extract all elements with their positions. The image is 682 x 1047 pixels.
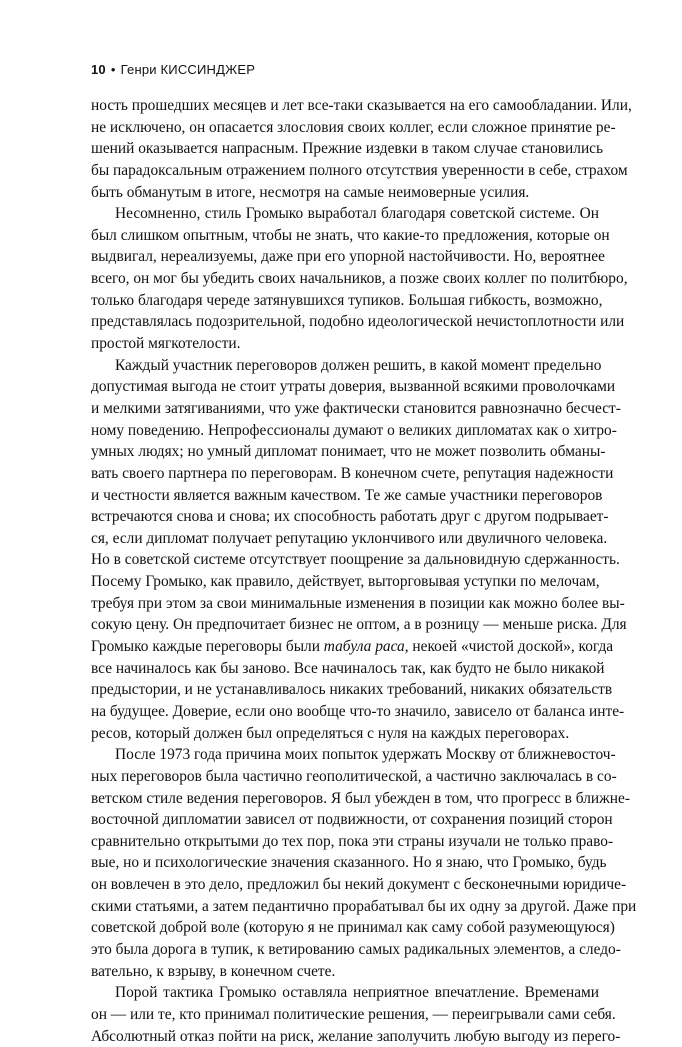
text-line: Порой тактика Громыко оставляла неприятное впечатление. Временами [115,984,599,1002]
text-line: Абсолютный отказ пойти на риск, желание заполучить любую выгоду из перего- [91,1027,621,1045]
text-line: ресов, который должен был определяться с нуля на каждых переговорах. [91,724,570,742]
text-line: только благодаря череде затянувшихся тупиков. Большая гибкость, возможно, [91,291,603,309]
text-line: После 1973 года причина моих попыток удержать Москву от ближневосточ- [115,746,616,764]
text-line: представлялась подозрительной, подобно идеологической нечистоплотности или [91,313,625,331]
text-line: и мелкими затягиваниями, что уже фактически становится равнозначно бесчест- [91,399,621,417]
text-line: и честности является важным качеством. Те же самые участники переговоров [91,486,603,504]
text-line: бы парадоксальным отражением полного отсутствия уверенности в себе, страхом [91,161,628,179]
text-line: ных переговоров была частично геополитической, а частично заключалась в со- [91,767,617,785]
text-line: быть обманутым в итоге, несмотря на самые неимоверные усилия. [91,183,530,201]
text-line: на будущее. Доверие, если оно вообще что-то значило, зависело от баланса инте- [91,702,625,720]
text-line-segment: Громыко каждые переговоры были [91,638,324,656]
text-line: вательно, к взрыву, в конечном счете. [91,962,336,980]
text-line: вые, но и психологические значения сказанного. Но я знаю, что Громыко, будь [91,854,607,872]
running-title: Генри КИССИНДЖЕР [120,62,256,77]
text-line: сокую цену. Он предпочитает бизнес не оптом, а в розницу — меньше риска. Для [91,616,627,634]
text-line: был слишком опытным, чтобы не знать, что какие-то предложения, которые он [91,226,610,244]
text-line: Но в советской системе отсутствует поощрение за дальновидную сдержанность. [91,551,620,569]
text-line: Каждый участник переговоров должен решить, в какой момент предельно [115,356,602,374]
text-line-segment: , некоей «чистой доской», когда [404,638,614,656]
text-line: это была дорога в тупик, к ветированию самых радикальных элементов, а следо- [91,940,621,958]
text-line: он вовлечен в это дело, предложил бы некий документ с бесконечными юридиче- [91,876,627,894]
text-line: восточной дипломатии зависел от подвижности, от сохранения позиций сторон [91,811,613,829]
page-number: 10 [91,62,106,77]
text-line: он — или те, кто принимал политические решения, — переигрывали сами себя. [91,1005,616,1023]
text-line: ность прошедших месяцев и лет все-таки сказывается на его самообладании. Или, [91,97,632,114]
text-line: простой мягкотелости. [91,335,241,353]
text-line: все начиналось как бы заново. Все начиналось так, как будто не было никакой [91,659,605,677]
text-line: не исключено, он опасается злословия своих коллег, если сложное принятие ре- [91,118,616,136]
text-line: шений оказывается напрасным. Прежние издевки в таком случае становились [91,140,604,158]
text-line: встречаются снова и снова; их способность работать друг с другом подрывает- [91,508,609,526]
italic-phrase: табула раса [323,638,405,656]
text-line: всего, он мог бы убедить своих начальников, а позже своих коллег по политбюро, [91,270,628,288]
text-line [91,636,614,658]
text-line: выдвигал, нереализуемы, даже при его упорной настойчивости. Но, вероятнее [91,248,605,266]
text-line: Несомненно, стиль Громыко выработал благодаря советской системе. Он [115,205,599,223]
text-line: требуя при этом за свои минимальные изменения в позиции как можно более вы- [91,594,625,612]
text-line: Посему Громыко, как правило, действует, выторговывая уступки по мелочам, [91,573,600,591]
text-line: ветском стиле ведения переговоров. Я был убежден в том, что прогресс в ближне- [91,789,630,807]
text-line: предыстории, и не устанавливалось никаких требований, никаких обязательств [91,681,613,699]
text-line: допустимая выгода не стоит утраты доверия, вызванной всякими проволочками [91,378,616,396]
text-line: скими статьями, а затем педантично прорабатывал бы их одну за другой. Даже при [91,897,637,915]
running-header [91,62,255,77]
header-separator: • [110,62,116,77]
text-line: ся, если дипломат получает репутацию уклончивого или двуличного человека. [91,529,608,547]
text-line: ному поведению. Непрофессионалы думают о великих дипломатах как о хитро- [91,421,617,439]
body-text [91,95,637,1047]
text-line: сравнительно открытыми до тех пор, пока эти страны изучали не только право- [91,832,614,850]
text-line: вать своего партнера по переговорам. В конечном счете, репутация надежности [91,464,614,482]
text-line: советской доброй воле (которую я не принимал как саму собой разумеющуюся) [91,919,615,937]
text-line: умных людях; но умный дипломат понимает, что не может позволить обманы- [91,443,606,461]
